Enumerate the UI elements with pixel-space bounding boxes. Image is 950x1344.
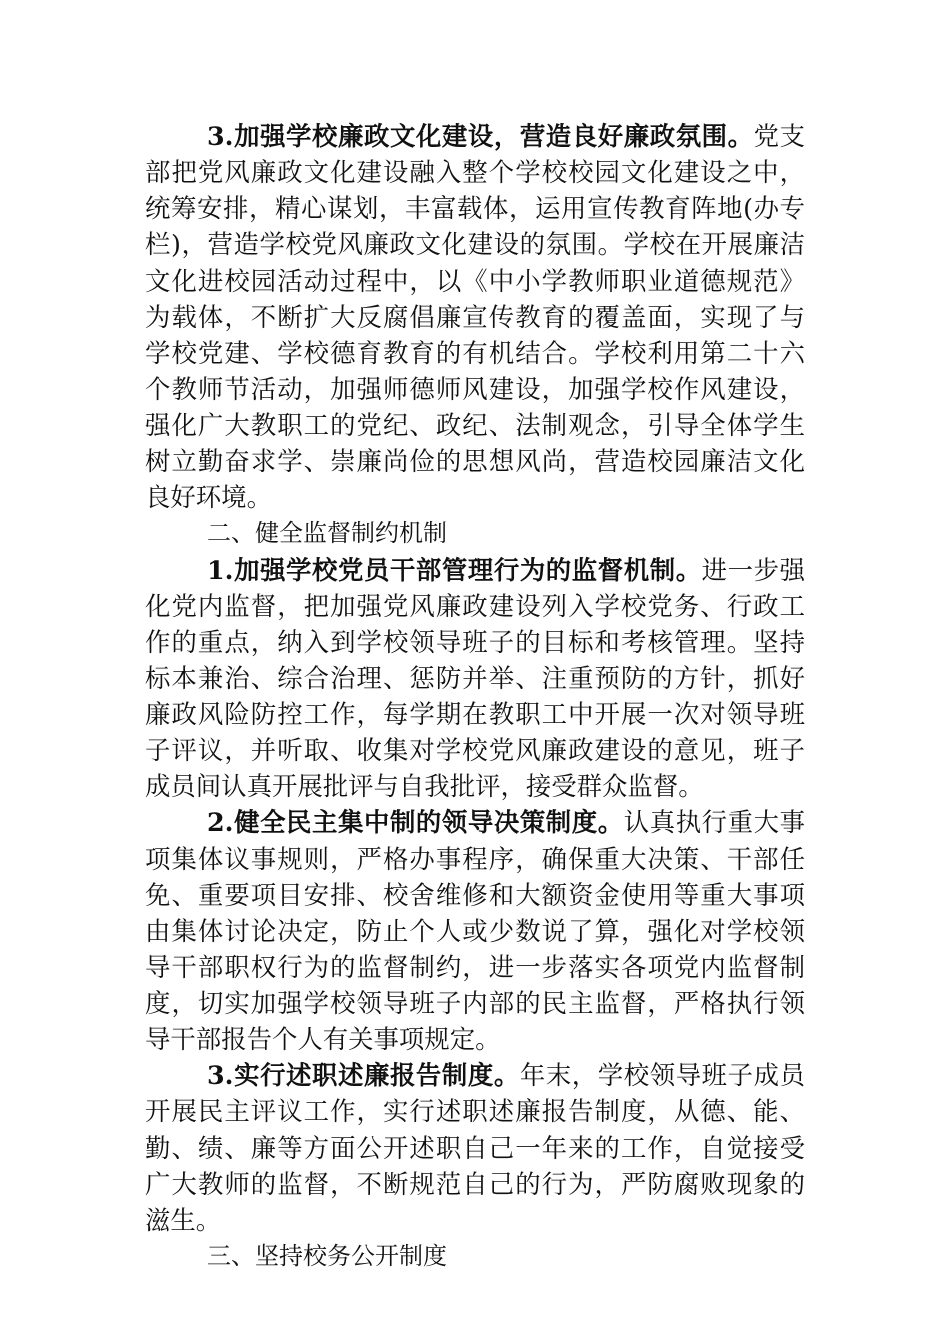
- paragraph-4-heading: 3.实行述职述廉报告制度。: [207, 1060, 520, 1090]
- paragraph-2-line-6: 子评议，并听取、收集对学校党风廉政建设的意见，班子: [145, 735, 805, 765]
- section-heading-3: 三、坚持校务公开制度: [207, 1242, 447, 1270]
- paragraph-1-line-6: 为载体，不断扩大反腐倡廉宣传教育的覆盖面，实现了与: [145, 302, 805, 332]
- paragraph-3-line-2: 项集体议事规则，严格办事程序，确保重大决策、干部任: [145, 844, 805, 874]
- paragraph-2-line-4: 标本兼治、综合治理、惩防并举、注重预防的方针，抓好: [145, 663, 805, 693]
- paragraph-4-line-2: 开展民主评议工作，实行述职述廉报告制度，从德、能、: [145, 1096, 805, 1126]
- paragraph-2-heading: 1.加强学校党员干部管理行为的监督机制。: [207, 555, 702, 585]
- paragraph-1-line-2: 部把党风廉政文化建设融入整个学校校园文化建设之中，: [145, 157, 805, 187]
- paragraph-1-line-9: 强化广大教职工的党纪、政纪、法制观念，引导全体学生: [145, 410, 805, 440]
- paragraph-1-line-3: 统筹安排，精心谋划，丰富载体，运用宣传教育阵地(办专: [145, 193, 805, 223]
- paragraph-4-line-3: 勤、绩、廉等方面公开述职自己一年来的工作，自觉接受: [145, 1133, 805, 1163]
- paragraph-1-line-8: 个教师节活动，加强师德师风建设，加强学校作风建设，: [145, 374, 805, 404]
- paragraph-2-line-2: 化党内监督，把加强党风廉政建设列入学校党务、行政工: [145, 591, 805, 621]
- paragraph-2-line-3: 作的重点，纳入到学校领导班子的目标和考核管理。坚持: [145, 627, 805, 657]
- paragraph-1-heading: 3.加强学校廉政文化建设，营造良好廉政氛围。: [207, 121, 754, 151]
- section-heading-2: 二、健全监督制约机制: [207, 519, 447, 547]
- paragraph-3-line-5: 导干部职权行为的监督制约，进一步落实各项党内监督制: [145, 952, 805, 982]
- paragraph-1-line-1: 3.加强学校廉政文化建设，营造良好廉政氛围。党支: [207, 121, 805, 151]
- paragraph-1-line-7: 学校党建、学校德育教育的有机结合。学校利用第二十六: [145, 338, 805, 368]
- paragraph-1-line-11: 良好环境。: [145, 482, 272, 512]
- paragraph-1-line-5: 文化进校园活动过程中，以《中小学教师职业道德规范》: [145, 266, 805, 296]
- paragraph-3-line-1: 2.健全民主集中制的领导决策制度。认真执行重大事: [207, 807, 805, 837]
- paragraph-4-line-5: 滋生。: [145, 1205, 222, 1235]
- paragraph-2-line-7: 成员间认真开展批评与自我批评，接受群众监督。: [145, 771, 704, 801]
- paragraph-3-line-4: 由集体讨论决定，防止个人或少数说了算，强化对学校领: [145, 916, 805, 946]
- paragraph-4-line-1: 3.实行述职述廉报告制度。年末，学校领导班子成员: [207, 1060, 805, 1090]
- paragraph-3-line-6: 度，切实加强学校领导班子内部的民主监督，严格执行领: [145, 988, 805, 1018]
- paragraph-2-line-5: 廉政风险防控工作，每学期在教职工中开展一次对领导班: [145, 699, 805, 729]
- paragraph-4-line-4: 广大教师的监督，不断规范自己的行为，严防腐败现象的: [145, 1169, 805, 1199]
- paragraph-3-line-7: 导干部报告个人有关事项规定。: [145, 1024, 501, 1054]
- paragraph-3-line-3: 免、重要项目安排、校舍维修和大额资金使用等重大事项: [145, 880, 805, 910]
- paragraph-2-line-1: 1.加强学校党员干部管理行为的监督机制。进一步强: [207, 555, 805, 585]
- paragraph-1-line-10: 树立勤奋求学、崇廉尚俭的思想风尚，营造校园廉洁文化: [145, 446, 805, 476]
- paragraph-1-line-4: 栏)，营造学校党风廉政文化建设的氛围。学校在开展廉洁: [145, 229, 805, 259]
- paragraph-3-heading: 2.健全民主集中制的领导决策制度。: [207, 807, 624, 837]
